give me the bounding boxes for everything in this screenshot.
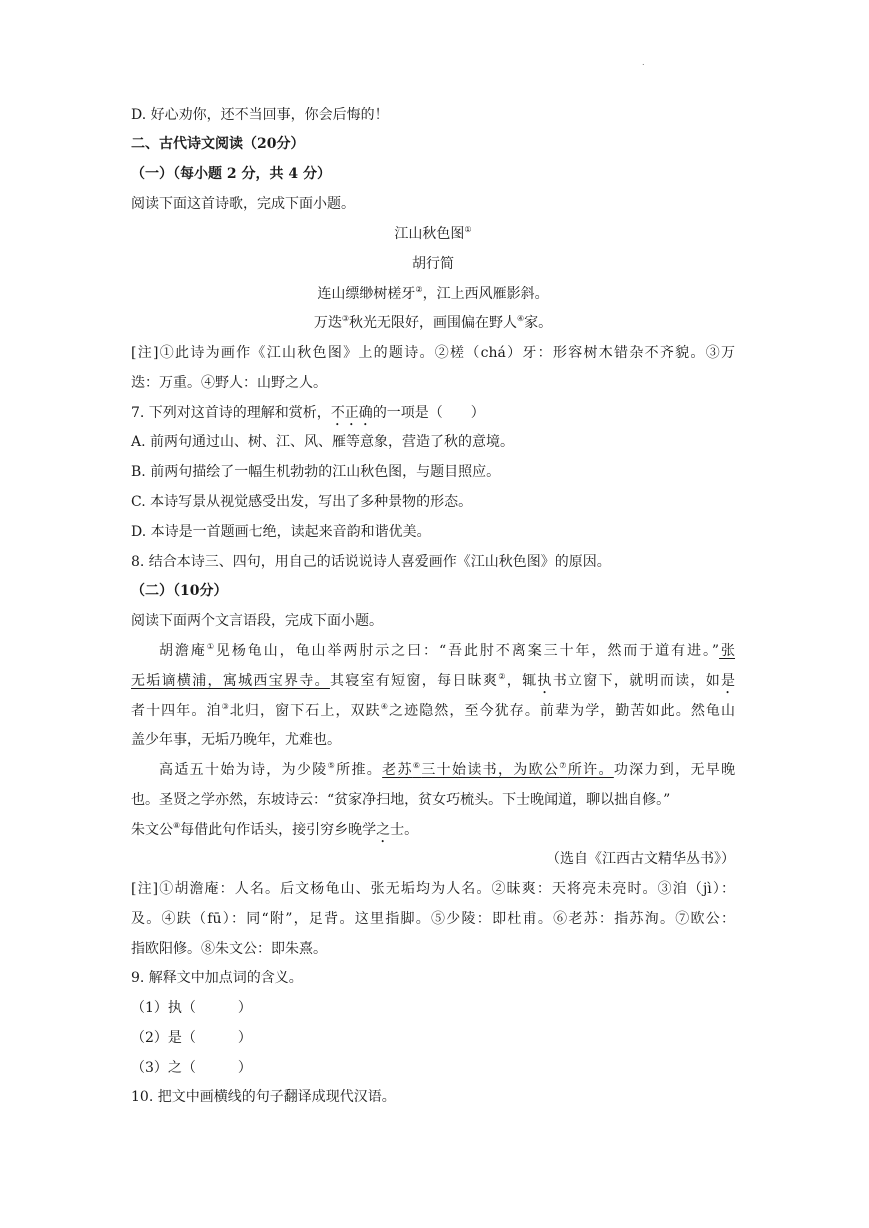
q9-item-1: （1）执（ ） (131, 1000, 252, 1016)
passage2-line-2: 也。圣贤之学亦然，东坡诗云：“贫家净扫地，贫女巧梳头。下士晚闻道，聊以拙自修。” (131, 792, 671, 808)
question-8: 8. 结合本诗三、四句，用自己的话说说诗人喜爱画作《江山秋色图》的原因。 (131, 554, 611, 570)
q9-item-3: （3）之（ ） (131, 1060, 252, 1076)
poem-title: 江山秋色图① (394, 225, 472, 242)
part2-intro: 阅读下面两个文言语段，完成下面小题。 (131, 613, 383, 629)
passage-note-line-2: 及。④趺（fū）：同“附”，足背。这里指脚。⑤少陵：即杜甫。⑥老苏：指苏洵。⑦欧公： (131, 911, 735, 927)
passage2-line-3: 朱文公⑧每借此句作话头，接引穷乡晚学之士。 (131, 821, 419, 838)
section-title: 二、古代诗文阅读（20分） (131, 136, 305, 152)
poem-line-2: 万迭③秋光无限好，画围偏在野人④家。 (313, 314, 553, 331)
part1-header: （一）（每小题 2 分，共 4 分） (131, 166, 331, 182)
question-9: 9. 解释文中加点词的含义。 (131, 970, 303, 986)
underlined-sentence: 无垢谪横浦，寓城西宝界寺。 (131, 673, 330, 689)
q7-option-a: A. 前两句通过山、树、江、风、雁等意象，营造了秋的意境。 (131, 434, 515, 450)
q7-option-c: C. 本诗写景从视觉感受出发，写出了多种景物的形态。 (131, 494, 473, 510)
dotted-word-zhi2: 之 (376, 822, 391, 838)
q7-option-b: B. 前两句描绘了一幅生机勃勃的江山秋色图，与题目照应。 (131, 464, 501, 480)
emphasis-dots: 不正确 (330, 405, 373, 421)
passage-note-line-1: [注]①胡澹庵：人名。后文杨龟山、张无垢均为人名。②昧爽：天将亮未亮时。③洎（jì）： (131, 881, 735, 897)
poem-author: 胡行简 (412, 256, 454, 272)
passage2-line-1: 高适五十始为诗，为少陵⑤所推。老苏⑥三十始读书，为欧公⑦所许。功深力到，无早晚 (159, 761, 736, 778)
passage1-line-1: 胡澹庵①见杨龟山，龟山举两肘示之曰：“吾此肘不离案三十年，然而于道有进。”张 (159, 642, 736, 659)
q9-item-2: （2）是（ ） (131, 1030, 252, 1046)
part1-intro: 阅读下面这首诗歌，完成下面小题。 (131, 196, 355, 212)
underlined-sentence-2: 老苏⑥三十始读书，为欧公⑦所许。 (382, 761, 614, 778)
part2-header: （二）（10分） (131, 583, 228, 599)
poem-note-line-2: 迭：万重。④野人：山野之人。 (131, 375, 327, 391)
passage-note-line-3: 指欧阳修。⑧朱文公：即朱熹。 (131, 941, 327, 957)
dotted-word-shi: 是 (721, 673, 736, 689)
footnote-mark: ① (464, 225, 472, 234)
question-10: 10. 把文中画横线的句子翻译成现代汉语。 (131, 1089, 396, 1105)
dotted-word-zhi: 执 (537, 673, 553, 689)
passage1-line-4: 盖少年事，无垢乃晚年，尤难也。 (131, 732, 341, 748)
q7-option-d: D. 本诗是一首题画七绝，读起来音韵和谐优美。 (131, 524, 431, 540)
corner-mark: . (642, 58, 645, 67)
option-d: D. 好心劝你，还不当回事，你会后悔的！ (131, 107, 389, 123)
question-7: 7. 下列对这首诗的理解和赏析，不正确的一项是（ ） (131, 405, 485, 421)
poem-line-1: 连山缥缈树槎牙②，江上西风雁影斜。 (317, 285, 549, 302)
passage1-line-2: 无垢谪横浦，寓城西宝界寺。其寝室有短窗，每日昧爽②，辄执书立窗下，就明而读，如是 (131, 672, 736, 689)
poem-note-line-1: [注]①此诗为画作《江山秋色图》上的题诗。②槎（chá）牙：形容树木错杂不齐貌。③万 (131, 345, 735, 361)
passage1-line-3: 者十四年。洎③北归，窗下石上，双趺④之迹隐然，至今犹存。前辈为学，勤苦如此。然龟山 (131, 702, 736, 719)
source-citation: （选自《江西古文精华丛书》） (546, 851, 735, 867)
